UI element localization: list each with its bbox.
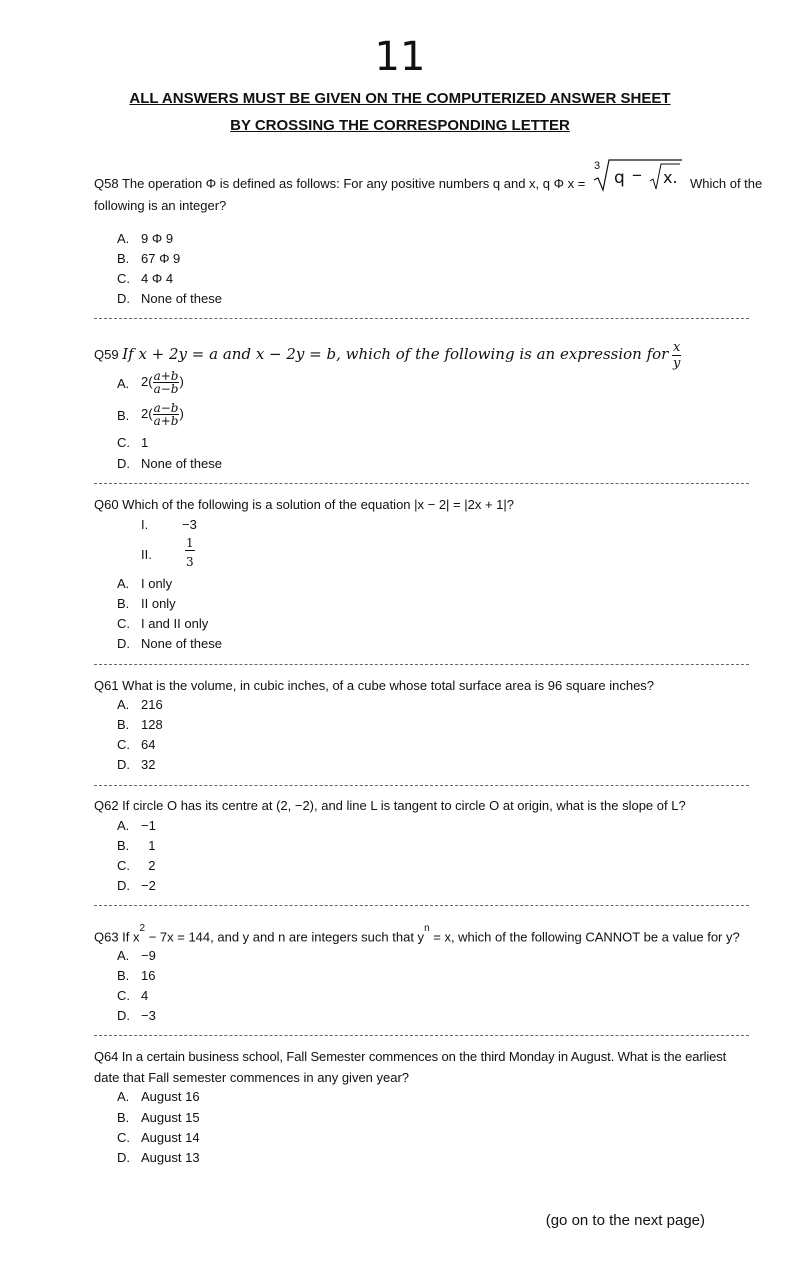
option-text: 16 — [141, 968, 156, 983]
one-third-fraction — [185, 536, 195, 569]
option-letter: C. — [117, 858, 130, 873]
option-letter: A. — [117, 1089, 130, 1104]
option-text: I and II only — [141, 616, 209, 631]
fraction-denominator: 3 — [186, 555, 194, 569]
fraction-numerator: a−b — [153, 401, 179, 415]
q61-text: Q61 What is the volume, in cubic inches, of a cube whose total surface area is 96 square inches? — [94, 678, 655, 693]
q59-label: Q59 — [94, 346, 119, 362]
option-letter: A. — [117, 576, 130, 591]
divider — [94, 905, 749, 906]
option-letter: D. — [117, 1150, 130, 1165]
option-text: II only — [141, 596, 176, 611]
prefix: 2( — [141, 405, 153, 421]
option-text — [141, 370, 184, 395]
option-text: 9 Φ 9 — [141, 231, 174, 246]
option-text — [141, 402, 184, 427]
option-text: August 15 — [141, 1110, 200, 1125]
option-text: 32 — [141, 757, 156, 772]
roman-numeral: I. — [141, 517, 149, 532]
divider — [94, 483, 749, 484]
option-letter: A. — [117, 376, 130, 391]
instruction-line-1: ALL ANSWERS MUST BE GIVEN ON THE COMPUTERIZED ANSWER SHEET — [129, 90, 671, 107]
option-text: −1 — [141, 818, 156, 833]
option-text: August 16 — [141, 1089, 200, 1104]
option-text: None of these — [141, 456, 222, 471]
q59-expression: If x + 2y = a and x − 2y = b, which of the following is an expression for — [122, 344, 669, 363]
root-q: q — [614, 168, 625, 188]
q63-text-b: − 7x = 144, and y and n are integers such that y — [145, 929, 425, 945]
root-x: x. — [663, 168, 678, 187]
option-letter: D. — [117, 757, 130, 772]
option-letter: B. — [117, 838, 130, 853]
divider — [94, 318, 749, 319]
option-letter: C. — [117, 737, 130, 752]
option-text: 4 — [141, 988, 149, 1003]
option-text: None of these — [141, 291, 222, 306]
option-letter: B. — [117, 251, 130, 266]
fraction-denominator: a+b — [153, 414, 179, 428]
divider — [94, 664, 749, 665]
fraction-numerator: x — [672, 340, 681, 355]
divider — [94, 1035, 749, 1036]
option-text: −2 — [141, 878, 156, 893]
option-letter: B. — [117, 596, 130, 611]
page-number: 11 — [374, 34, 426, 80]
option-letter: A. — [117, 948, 130, 963]
option-text: 216 — [141, 697, 163, 712]
option-letter: C. — [117, 988, 130, 1003]
option-letter: D. — [117, 291, 130, 306]
q63-text — [94, 925, 740, 945]
option-letter: B. — [117, 717, 130, 732]
option-letter: C. — [117, 435, 130, 450]
option-text: 67 Φ 9 — [141, 251, 181, 266]
q58-text-line2: following is an integer? — [94, 198, 227, 213]
superscript-n: n — [424, 923, 430, 934]
x-over-y-fraction — [672, 340, 681, 371]
option-text: 1 — [141, 838, 156, 853]
option-letter: C. — [117, 1130, 130, 1145]
instruction-line-2: BY CROSSING THE CORRESPONDING LETTER — [230, 117, 570, 134]
option-letter: D. — [117, 1008, 130, 1023]
q62-text: Q62 If circle O has its centre at (2, −2), and line L is tangent to circle O at origin, what is the slope of L? — [94, 798, 686, 813]
q63-text-c: = x, which of the following CANNOT be a value for y? — [429, 929, 740, 945]
option-text: 2 — [141, 858, 156, 873]
superscript-2: 2 — [139, 923, 146, 934]
option-text: None of these — [141, 636, 222, 651]
suffix: ) — [179, 405, 184, 421]
roman-value: −3 — [182, 517, 197, 532]
option-text: 1 — [141, 435, 149, 450]
option-text: I only — [141, 576, 173, 591]
q63-text-a: Q63 If x — [94, 929, 140, 945]
fraction-denominator: a−b — [153, 382, 179, 396]
root-index: 3 — [594, 160, 601, 172]
option-letter: D. — [117, 456, 130, 471]
option-letter: D. — [117, 878, 130, 893]
q64-text-line1: Q64 In a certain business school, Fall Semester commences on the third Monday in August. What is the earliest — [94, 1049, 727, 1064]
fraction-denominator: y — [672, 356, 681, 371]
option-letter: A. — [117, 231, 130, 246]
prefix: 2( — [141, 373, 153, 389]
option-text: 128 — [141, 717, 163, 732]
root-minus: − — [632, 166, 642, 185]
option-letter: C. — [117, 271, 130, 286]
option-letter: B. — [117, 408, 130, 423]
roman-numeral: II. — [141, 547, 152, 562]
fraction-numerator: a+b — [153, 369, 179, 383]
q64-text-line2: date that Fall semester commences in any given year? — [94, 1070, 410, 1085]
q58-text: Q58 The operation Φ is defined as follows: For any positive numbers q and x, q Φ x = — [94, 176, 586, 191]
option-text: August 14 — [141, 1130, 200, 1145]
option-text: −9 — [141, 948, 156, 963]
divider — [94, 785, 749, 786]
option-text: 64 — [141, 737, 156, 752]
fraction — [153, 370, 180, 395]
next-page-note: (go on to the next page) — [545, 1212, 705, 1229]
option-letter: A. — [117, 697, 130, 712]
option-letter: D. — [117, 636, 130, 651]
fraction-numerator: 1 — [186, 536, 194, 550]
option-letter: C. — [117, 616, 130, 631]
option-letter: B. — [117, 1110, 130, 1125]
option-text: 4 Φ 4 — [141, 271, 174, 286]
q60-text: Q60 Which of the following is a solution of the equation |x − 2| = |2x + 1|? — [94, 497, 515, 512]
option-letter: A. — [117, 818, 130, 833]
q59-text — [94, 340, 681, 371]
option-text: August 13 — [141, 1150, 200, 1165]
q58-cube-root — [592, 158, 684, 192]
option-text: −3 — [141, 1008, 156, 1023]
q58-text-end: Which of the — [690, 176, 763, 191]
suffix: ) — [179, 373, 184, 389]
option-letter: B. — [117, 968, 130, 983]
fraction — [153, 402, 180, 427]
